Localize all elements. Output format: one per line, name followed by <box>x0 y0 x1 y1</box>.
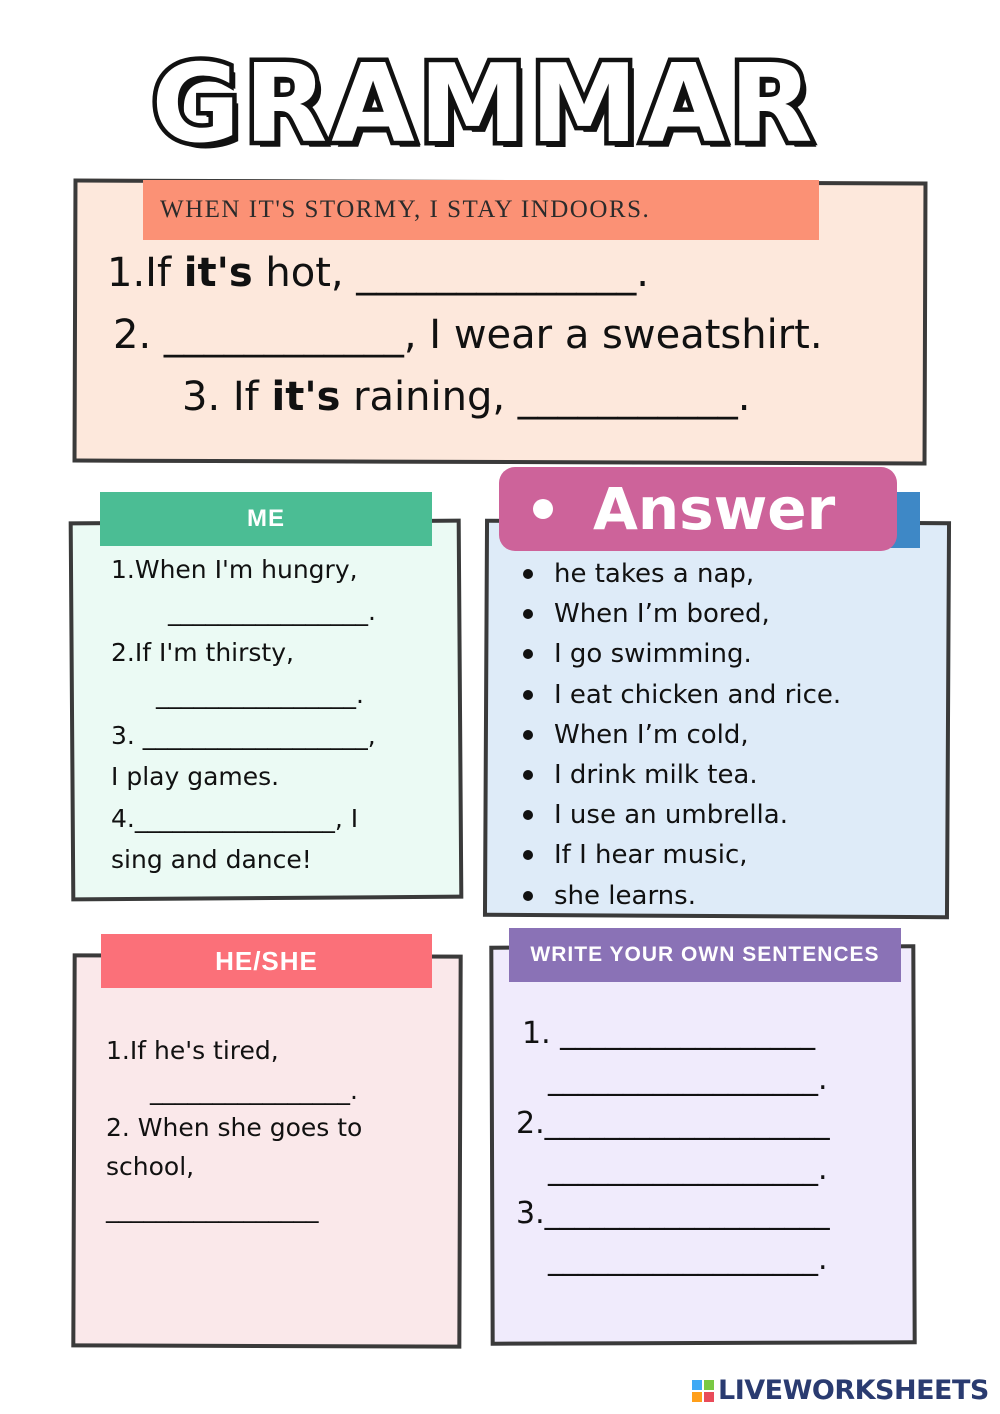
q3-bold: it's <box>271 374 341 420</box>
top-section-banner: WHEN IT'S STORMY, I STAY INDOORS. <box>143 180 819 240</box>
he-she-line: _________________ <box>106 1194 319 1223</box>
he-she-line: 2. When she goes to <box>106 1113 363 1142</box>
me-line: ________________. <box>168 597 376 626</box>
page-title: GRAMMAR <box>151 42 817 167</box>
top-question-1 <box>107 246 649 300</box>
he-she-line: school, <box>106 1152 195 1181</box>
own-sentence-line: 2.___________________ <box>516 1106 830 1141</box>
q3-pre: 3. If <box>182 374 272 420</box>
me-line: 4.________________, I <box>111 804 359 833</box>
bullet-icon <box>533 499 553 519</box>
answer-list <box>520 554 841 916</box>
q1-pre: 1.If <box>107 250 184 296</box>
me-line: 3. __________________, <box>111 721 376 750</box>
me-line: ________________. <box>156 680 364 709</box>
liveworksheets-logo-icon <box>692 1380 714 1402</box>
own-sentence-line: __________________. <box>548 1062 828 1097</box>
q3-post: raining, ___________. <box>340 374 751 420</box>
me-line: I play games. <box>111 762 280 791</box>
logo-text: LIVEWORKSHEETS <box>718 1375 989 1406</box>
he-she-line: ________________. <box>150 1076 358 1105</box>
answer-item: I go swimming. <box>520 634 841 674</box>
q1-bold: it's <box>183 250 253 296</box>
own-sentence-line: __________________. <box>548 1152 828 1187</box>
answer-item: I use an umbrella. <box>520 795 841 835</box>
me-line: sing and dance! <box>111 845 312 874</box>
answer-banner-label: Answer <box>593 475 836 543</box>
answer-item: When I’m cold, <box>520 715 841 755</box>
answer-item: When I’m bored, <box>520 594 841 634</box>
top-question-3 <box>182 370 751 424</box>
liveworksheets-logo <box>692 1374 992 1408</box>
q1-post: hot, ______________. <box>252 250 650 296</box>
own-sentences-section-banner: WRITE YOUR OWN SENTENCES <box>509 928 901 982</box>
answer-section-banner <box>499 467 897 551</box>
me-line: 1.When I'm hungry, <box>111 555 358 584</box>
own-sentence-line: 1. _________________ <box>522 1016 816 1051</box>
answer-item: I eat chicken and rice. <box>520 675 841 715</box>
own-sentence-line: __________________. <box>548 1242 828 1277</box>
own-sentence-line: 3.___________________ <box>516 1196 830 1231</box>
answer-item: she learns. <box>520 876 841 916</box>
answer-item: If I hear music, <box>520 835 841 875</box>
he-she-line: 1.If he's tired, <box>106 1036 279 1065</box>
me-section-banner: ME <box>100 492 432 546</box>
top-question-2: 2. ____________, I wear a sweatshirt. <box>113 312 823 358</box>
me-line: 2.If I'm thirsty, <box>111 638 294 667</box>
answer-item: he takes a nap, <box>520 554 841 594</box>
he-she-section-banner: HE/SHE <box>101 934 432 988</box>
answer-item: I drink milk tea. <box>520 755 841 795</box>
